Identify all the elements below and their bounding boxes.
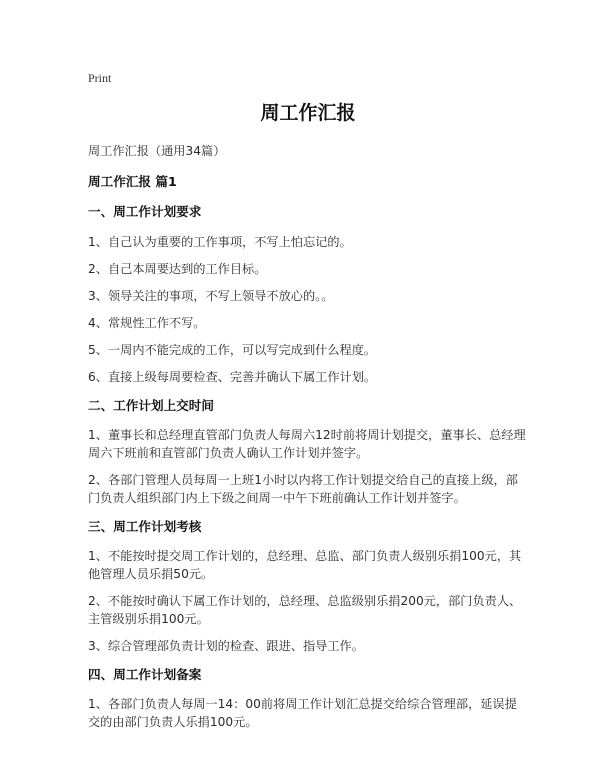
list-item: 2、各部门管理人员每周一上班1小时以内将工作计划提交给自己的直接上级，部门负责人组织部门内上下级之间周一中午下班前确认工作计划并签字。 <box>88 473 518 505</box>
list-item: 3、领导关注的事项，不写上领导不放心的。。 <box>88 289 334 303</box>
list-item: 1、董事长和总经理直管部门负责人每周六12时前将周计划提交，董事长、总经理周六下班前和直管部门负责人确认工作计划并签字。 <box>88 428 526 460</box>
list-item: 1、自己认为重要的工作事项，不写上怕忘记的。 <box>88 235 352 249</box>
list-item: 6、直接上级每周要检查、完善并确认下属工作计划。 <box>88 370 377 384</box>
list-item: 5、一周内不能完成的工作，可以写完成到什么程度。 <box>88 343 377 357</box>
document-subtitle: 周工作汇报（通用34篇） <box>88 144 226 158</box>
list-item: 3、综合管理部负责计划的检查、跟进、指导工作。 <box>88 639 364 653</box>
document-page <box>88 70 528 731</box>
section-title: 周工作汇报 篇1 <box>88 174 177 189</box>
heading-filing: 四、周工作计划备案 <box>88 667 202 682</box>
list-item: 1、不能按时提交周工作计划的，总经理、总监、部门负责人级别乐捐100元，其他管理人员乐捐50元。 <box>88 549 522 581</box>
heading-submission-time: 二、工作计划上交时间 <box>88 398 214 413</box>
list-item: 4、常规性工作不写。 <box>88 316 206 330</box>
heading-requirements: 一、周工作计划要求 <box>88 204 202 219</box>
list-item: 1、各部门负责人每周一14：00前将周工作计划汇总提交给综合管理部，延误提交的由部门负责人乐捐100元。 <box>88 697 517 729</box>
page-title: 周工作汇报 <box>260 102 356 124</box>
list-item: 2、不能按时确认下属工作计划的，总经理、总监级别乐捐200元，部门负责人、主管级别乐捐100元。 <box>88 594 522 626</box>
heading-assessment: 三、周工作计划考核 <box>88 519 202 534</box>
list-item: 2、自己本周要达到的工作目标。 <box>88 262 267 276</box>
print-link[interactable]: Print <box>88 71 112 85</box>
